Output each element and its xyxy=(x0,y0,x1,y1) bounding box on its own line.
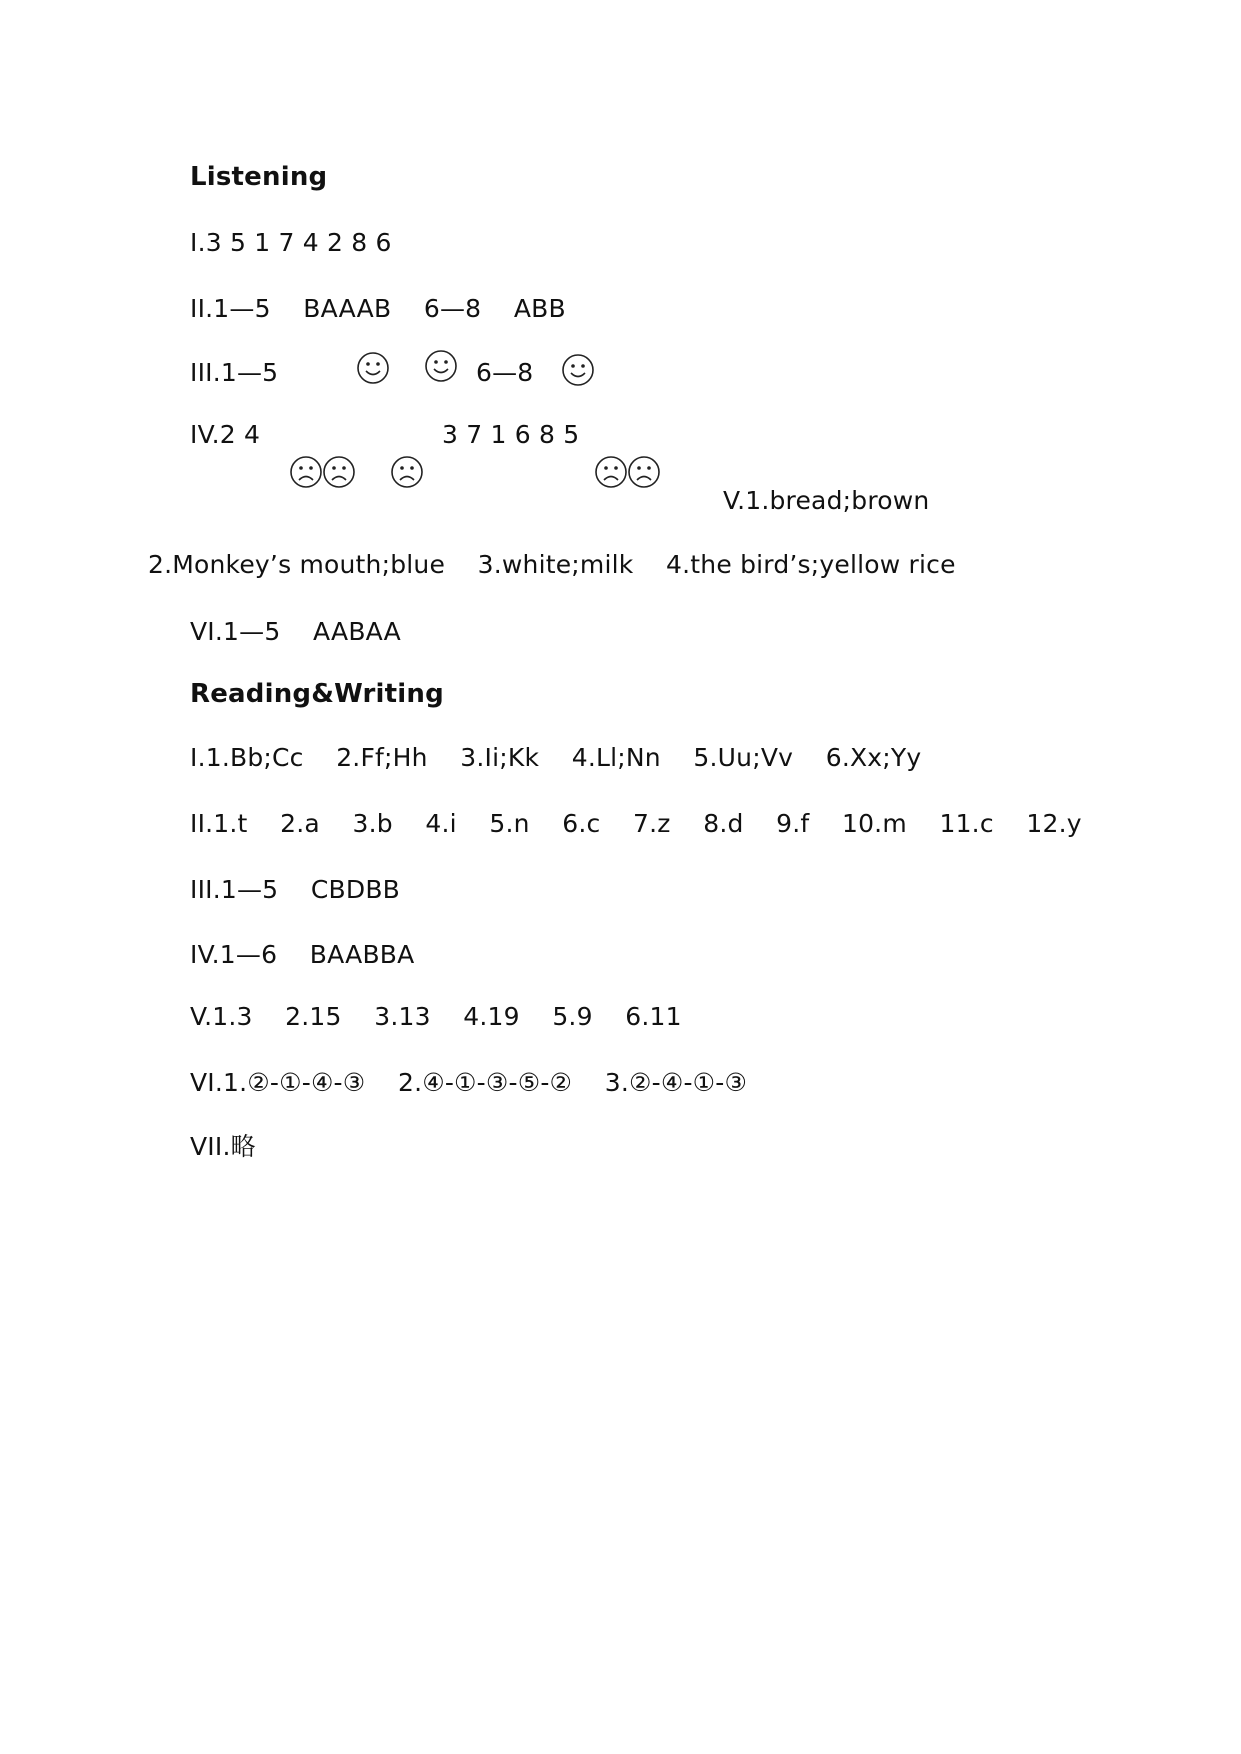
frowning-face-icon xyxy=(390,455,424,489)
smiling-face-icon xyxy=(424,349,458,383)
listening-part-2: II.1—5 BAAAB 6—8 ABB xyxy=(190,294,566,323)
frowning-face-icon xyxy=(627,455,661,489)
reading-writing-heading: Reading&Writing xyxy=(190,679,444,709)
listening-part-3-label-b: 6—8 xyxy=(476,358,534,387)
listening-part-3-label-a: III.1—5 xyxy=(190,358,279,387)
frowning-face-icon xyxy=(322,455,356,489)
reading-writing-part-2: II.1.t 2.a 3.b 4.i 5.n 6.c 7.z 8.d 9.f 10.m 11.c 12.y xyxy=(190,809,1082,838)
frowning-face-icon xyxy=(594,455,628,489)
reading-writing-part-7: VII.略 xyxy=(190,1132,256,1161)
reading-writing-part-4: IV.1—6 BAABBA xyxy=(190,940,415,969)
reading-writing-part-1: I.1.Bb;Cc 2.Ff;Hh 3.Ii;Kk 4.Ll;Nn 5.Uu;Vv 6.Xx;Yy xyxy=(190,743,922,772)
reading-writing-part-5: V.1.3 2.15 3.13 4.19 5.9 6.11 xyxy=(190,1002,682,1031)
reading-writing-part-6: VI.1.②-①-④-③ 2.④-①-③-⑤-② 3.②-④-①-③ xyxy=(190,1068,748,1097)
smiling-face-icon xyxy=(561,353,595,387)
reading-writing-part-3: III.1—5 CBDBB xyxy=(190,875,401,904)
listening-part-4-label-b: 3 7 1 6 8 5 xyxy=(442,420,580,449)
smiling-face-icon xyxy=(356,351,390,385)
listening-part-6: VI.1—5 AABAA xyxy=(190,617,401,646)
listening-part-5-line-2: 2.Monkey’s mouth;blue 3.white;milk 4.the bird’s;yellow rice xyxy=(148,550,956,579)
listening-part-4-label-a: IV.2 4 xyxy=(190,420,261,449)
frowning-face-icon xyxy=(289,455,323,489)
listening-part-1: I.3 5 1 7 4 2 8 6 xyxy=(190,228,392,257)
listening-heading: Listening xyxy=(190,162,328,192)
listening-part-5-line-1: V.1.bread;brown xyxy=(723,486,930,515)
